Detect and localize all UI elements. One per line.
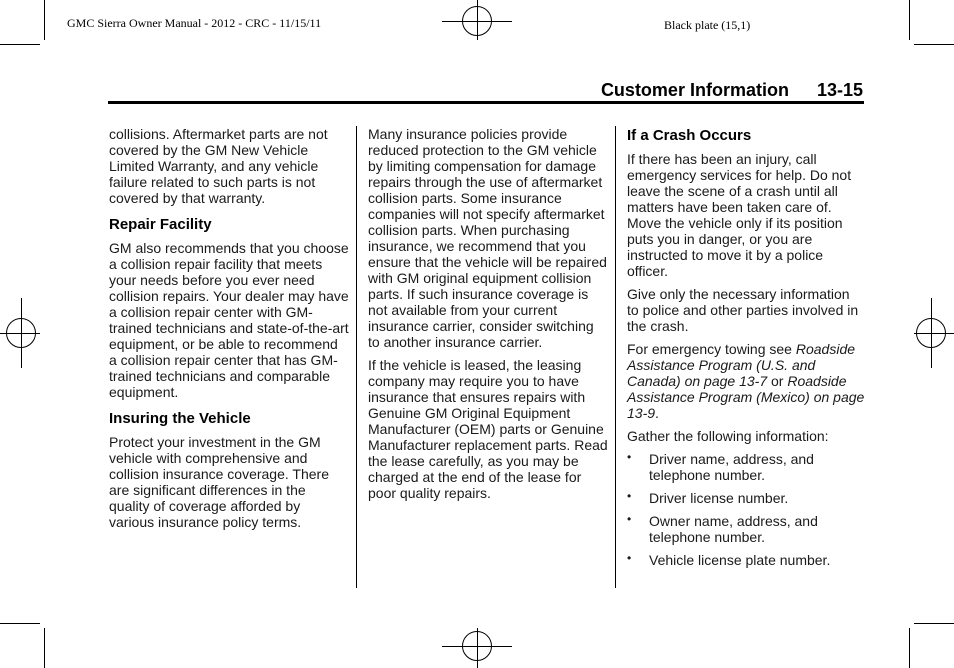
paragraph: Give only the necessary information to police and other parties involved in the crash.	[627, 286, 859, 334]
list-item-text: Owner name, address, and telephone number.	[649, 513, 818, 545]
bullet-icon: •	[627, 551, 632, 565]
header-rule	[108, 101, 864, 104]
list-item-text: Vehicle license plate number.	[649, 552, 831, 568]
crop-mark	[0, 44, 40, 45]
paragraph: If the vehicle is leased, the leasing company may require you to have insurance that ensures repairs with Genuine GM Original Equipment Manufacturer (OEM) parts or Genuine Manufacturer replacement parts. Read the lease carefully, as you may be charged at the end of the lease for poor quality repairs.	[368, 357, 608, 501]
paragraph: GM also recommends that you choose a collision repair facility that meets your needs before you ever need collision repairs. Your dealer may have a collision repair center with GM-trained technicians and state-of-the-art equipment, or be able to recommend a collision repair center that has GM-trained technicians and comparable equipment.	[109, 240, 349, 400]
paragraph: Gather the following information:	[627, 428, 829, 444]
bullet-icon: •	[627, 512, 632, 526]
registration-circle-icon	[6, 318, 36, 348]
print-header-right: Black plate (15,1)	[664, 18, 751, 32]
list-item	[627, 552, 865, 568]
crop-mark	[0, 623, 40, 624]
paragraph: Protect your investment in the GM vehicle with comprehensive and collision insurance coverage. There are significant differences in the quality of coverage afforded by various insurance policy terms.	[109, 434, 329, 530]
info-list	[627, 451, 865, 568]
list-item	[627, 490, 865, 506]
crop-mark	[44, 628, 45, 668]
column-2	[368, 126, 608, 508]
crop-mark	[909, 0, 910, 40]
paragraph: Many insurance policies provide reduced protection to the GM vehicle by limiting compensation for damage repairs through the use of aftermarket collision parts. Some insurance companies will not specify aftermarket collision parts. When purchasing insurance, we recommend that you ensure that the vehicle will be repaired with GM original equipment collision parts. If such insurance coverage is not available from your current insurance carrier, consider switching to another insurance carrier.	[368, 126, 607, 350]
text: .	[655, 405, 659, 421]
registration-circle-icon	[462, 6, 492, 36]
section-title	[601, 80, 863, 101]
heading-insuring-the-vehicle: Insuring the Vehicle	[109, 410, 251, 427]
cross-reference-link[interactable]: Roadside Assistance Program (Mexico) on page 13-9	[627, 373, 865, 421]
cross-reference-link[interactable]: Roadside Assistance Program (U.S. and Canada) on page 13-7	[627, 341, 856, 389]
paragraph: If there has been an injury, call emergency services for help. Do not leave the scene of a crash until all matters have been taken care of. Move the vehicle only if its position puts you in danger, or you are instructed to move it by a police officer.	[627, 151, 852, 279]
paragraph: collisions. Aftermarket parts are not covered by the GM New Vehicle Limited Warranty, and any vehicle failure related to such parts is not covered by that warranty.	[109, 126, 328, 206]
list-item-text: Driver license number.	[649, 490, 789, 506]
paragraph-towing	[627, 341, 865, 421]
text: For emergency towing see	[627, 341, 792, 357]
text: or	[771, 373, 784, 389]
registration-circle-icon	[462, 631, 492, 661]
column-3	[627, 126, 865, 575]
crop-mark	[914, 44, 954, 45]
registration-circle-icon	[916, 318, 946, 348]
page-number: 13-15	[816, 80, 863, 100]
column-divider	[356, 126, 357, 588]
heading-repair-facility: Repair Facility	[109, 216, 212, 233]
bullet-icon: •	[627, 450, 632, 464]
column-divider	[615, 126, 616, 588]
list-item	[627, 513, 865, 545]
crop-mark	[44, 0, 45, 40]
list-item	[627, 451, 865, 483]
list-item-text: Driver name, address, and telephone number.	[649, 451, 814, 483]
section-title-text: Customer Information	[600, 80, 789, 100]
crop-mark	[914, 623, 954, 624]
crop-mark	[909, 628, 910, 668]
column-1	[109, 126, 349, 537]
heading-if-a-crash-occurs: If a Crash Occurs	[627, 127, 752, 144]
bullet-icon: •	[627, 489, 632, 503]
print-header-left: GMC Sierra Owner Manual - 2012 - CRC - 11/15/11	[67, 16, 322, 30]
